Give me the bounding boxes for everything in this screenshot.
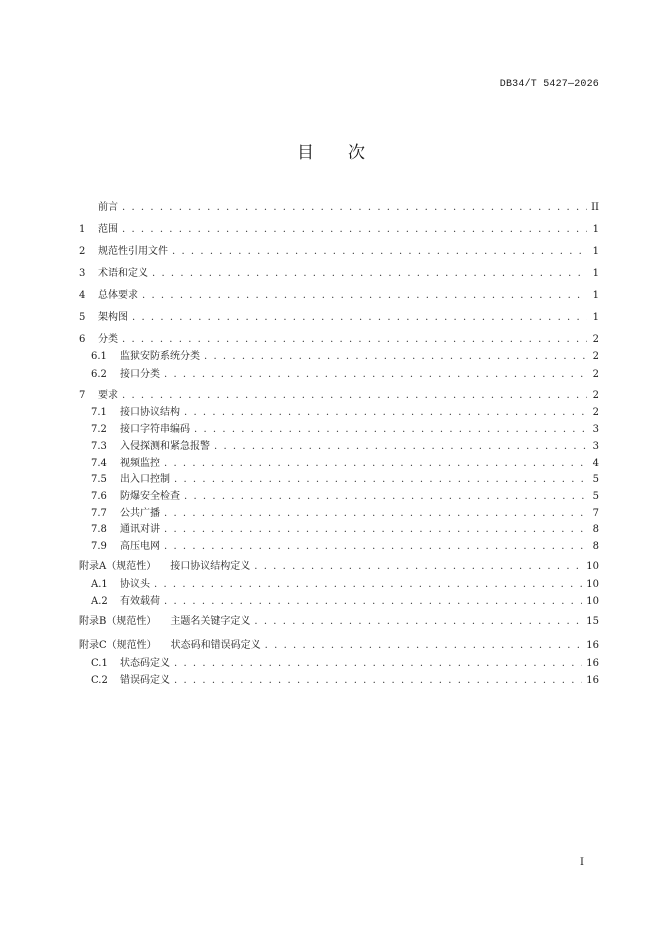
toc-entry-page: 2 bbox=[592, 369, 599, 380]
toc-entry-page: 16 bbox=[586, 658, 599, 669]
toc-entry-page: 2 bbox=[592, 407, 599, 418]
toc-entry-page: 8 bbox=[592, 541, 599, 552]
toc-entry-page: 2 bbox=[592, 390, 599, 401]
toc-entry-title: 状态码和错误码定义 bbox=[170, 640, 261, 651]
toc-entry-title: 接口字符串编码 bbox=[120, 424, 190, 435]
toc-entry-title: 主题名关键字定义 bbox=[170, 616, 251, 627]
toc-entry[interactable] bbox=[79, 577, 599, 593]
toc-entry[interactable] bbox=[79, 244, 599, 260]
toc-entry-number: 5 bbox=[79, 312, 86, 323]
document-code: DB34/T 5427—2026 bbox=[499, 79, 599, 90]
toc-entry-number: 7.6 bbox=[91, 491, 107, 502]
toc-entry-title: 架构图 bbox=[98, 312, 128, 323]
toc-dot-leader bbox=[164, 522, 587, 538]
toc-entry-number: 7.8 bbox=[91, 524, 107, 535]
toc-entry-title: 状态码定义 bbox=[120, 658, 170, 669]
toc-dot-leader bbox=[122, 200, 587, 216]
toc-dot-leader bbox=[122, 332, 587, 348]
toc-entry-number: 2 bbox=[79, 246, 86, 257]
toc-entry[interactable] bbox=[79, 222, 599, 238]
toc-entry-title: 高压电网 bbox=[120, 541, 160, 552]
toc-entry-number: 6.2 bbox=[91, 369, 107, 380]
toc-dot-leader bbox=[152, 266, 587, 282]
toc-entry-number: 7.2 bbox=[91, 424, 107, 435]
toc-entry-title: 范围 bbox=[98, 224, 118, 235]
toc-entry-page: II bbox=[591, 202, 599, 213]
toc-dot-leader bbox=[174, 472, 587, 488]
toc-entry-number: 3 bbox=[79, 268, 86, 279]
page-title bbox=[0, 138, 662, 163]
toc-entry-title: 前言 bbox=[98, 202, 118, 213]
toc-entry[interactable] bbox=[79, 332, 599, 348]
toc-dot-leader bbox=[184, 489, 587, 505]
toc-entry-page: 1 bbox=[592, 246, 599, 257]
toc-entry-number: 7.3 bbox=[91, 441, 107, 452]
toc-dot-leader bbox=[154, 577, 582, 593]
toc-entry-number: 1 bbox=[79, 224, 86, 235]
toc-dot-leader bbox=[265, 638, 583, 654]
toc-entry-number: 附录C（规范性） bbox=[79, 640, 157, 651]
page-title-left: 目 bbox=[297, 143, 314, 163]
toc-entry[interactable] bbox=[79, 439, 599, 455]
toc-entry[interactable] bbox=[79, 614, 599, 630]
toc-entry[interactable] bbox=[79, 288, 599, 304]
toc-entry-number: 7.1 bbox=[91, 407, 107, 418]
toc-dot-leader bbox=[174, 656, 582, 672]
toc-entry-page: 10 bbox=[586, 596, 599, 607]
toc-entry-title: 分类 bbox=[98, 334, 118, 345]
toc-entry-page: 1 bbox=[592, 312, 599, 323]
toc-dot-leader bbox=[122, 222, 587, 238]
toc-entry-page: 2 bbox=[592, 334, 599, 345]
toc-entry-title: 视频监控 bbox=[120, 458, 160, 469]
toc-entry[interactable] bbox=[79, 638, 599, 654]
toc-entry[interactable] bbox=[79, 673, 599, 689]
toc-dot-leader bbox=[164, 594, 582, 610]
toc-entry-title: 术语和定义 bbox=[98, 268, 148, 279]
toc-entry-title: 接口协议结构定义 bbox=[170, 561, 251, 572]
toc-entry[interactable] bbox=[79, 506, 599, 522]
toc-dot-leader bbox=[254, 614, 582, 630]
toc-entry-page: 8 bbox=[592, 524, 599, 535]
toc-dot-leader bbox=[164, 506, 587, 522]
toc-entry-page: 16 bbox=[586, 640, 599, 651]
toc-entry-page: 1 bbox=[592, 268, 599, 279]
toc-dot-leader bbox=[184, 405, 587, 421]
toc-entry-title: 要求 bbox=[98, 390, 118, 401]
toc-entry-number: A.2 bbox=[91, 596, 108, 607]
toc-entry-title: 通讯对讲 bbox=[120, 524, 160, 535]
toc-entry[interactable] bbox=[79, 388, 599, 404]
toc-dot-leader bbox=[174, 673, 582, 689]
toc-entry-page: 16 bbox=[586, 675, 599, 686]
toc-entry-number: 7.5 bbox=[91, 474, 107, 485]
toc-entry[interactable] bbox=[79, 405, 599, 421]
toc-entry-title: 错误码定义 bbox=[120, 675, 170, 686]
toc-entry[interactable] bbox=[79, 522, 599, 538]
toc-dot-leader bbox=[142, 288, 587, 304]
toc-dot-leader bbox=[132, 310, 587, 326]
toc-entry-page: 4 bbox=[592, 458, 599, 469]
toc-entry-number: 7 bbox=[79, 390, 86, 401]
toc-entry-page: 15 bbox=[586, 616, 599, 627]
toc-dot-leader bbox=[164, 456, 587, 472]
toc-entry-page: 7 bbox=[592, 508, 599, 519]
toc-entry-number: 6.1 bbox=[91, 351, 107, 362]
toc-entry-number: A.1 bbox=[91, 579, 108, 590]
toc-entry-number: C.1 bbox=[91, 658, 108, 669]
toc-entry[interactable] bbox=[79, 422, 599, 438]
toc-entry-page: 5 bbox=[592, 491, 599, 502]
toc-dot-leader bbox=[194, 422, 587, 438]
toc-dot-leader bbox=[204, 349, 587, 365]
toc-dot-leader bbox=[164, 539, 587, 555]
toc-entry-number: 4 bbox=[79, 290, 86, 301]
toc-entry-title: 接口分类 bbox=[120, 369, 160, 380]
toc-entry-page: 10 bbox=[586, 579, 599, 590]
toc-dot-leader bbox=[122, 388, 587, 404]
toc-entry[interactable] bbox=[79, 200, 599, 216]
toc-entry-title: 接口协议结构 bbox=[120, 407, 180, 418]
toc-entry-page: 3 bbox=[592, 441, 599, 452]
toc-entry-number: 7.9 bbox=[91, 541, 107, 552]
toc-entry-number: 6 bbox=[79, 334, 86, 345]
toc-entry-title: 监狱安防系统分类 bbox=[120, 351, 200, 362]
page-title-right: 次 bbox=[348, 143, 365, 163]
toc-entry-number: 附录B（规范性） bbox=[79, 616, 157, 627]
toc-dot-leader bbox=[164, 367, 587, 383]
toc-entry[interactable] bbox=[79, 489, 599, 505]
toc-dot-leader bbox=[254, 559, 582, 575]
toc-entry-title: 公共广播 bbox=[120, 508, 160, 519]
toc-dot-leader bbox=[172, 244, 587, 260]
toc-dot-leader bbox=[214, 439, 587, 455]
toc-entry[interactable] bbox=[79, 594, 599, 610]
toc-entry[interactable] bbox=[79, 656, 599, 672]
toc-entry-title: 出入口控制 bbox=[120, 474, 170, 485]
toc-entry-number: C.2 bbox=[91, 675, 108, 686]
toc-entry-page: 2 bbox=[592, 351, 599, 362]
toc-entry-title: 有效载荷 bbox=[120, 596, 160, 607]
toc-entry-number: 7.7 bbox=[91, 508, 107, 519]
toc-entry-title: 防爆安全检查 bbox=[120, 491, 180, 502]
toc-entry-page: 1 bbox=[592, 224, 599, 235]
toc-entry-title: 协议头 bbox=[120, 579, 150, 590]
toc-entry[interactable] bbox=[79, 539, 599, 555]
toc-entry[interactable] bbox=[79, 310, 599, 326]
toc-entry[interactable] bbox=[79, 456, 599, 472]
toc-entry[interactable] bbox=[79, 349, 599, 365]
toc-entry-title: 总体要求 bbox=[98, 290, 138, 301]
toc-entry[interactable] bbox=[79, 367, 599, 383]
toc-entry-title: 规范性引用文件 bbox=[98, 246, 168, 257]
toc-entry[interactable] bbox=[79, 472, 599, 488]
toc-entry-number: 7.4 bbox=[91, 458, 107, 469]
toc-entry-number: 附录A（规范性） bbox=[79, 561, 157, 572]
toc-entry[interactable] bbox=[79, 266, 599, 282]
toc-entry-page: 1 bbox=[592, 290, 599, 301]
footer-page-number: I bbox=[580, 857, 584, 868]
toc-entry-title: 入侵探测和紧急报警 bbox=[120, 441, 210, 452]
toc-entry-page: 3 bbox=[592, 424, 599, 435]
toc-entry-page: 10 bbox=[586, 561, 599, 572]
toc-entry[interactable] bbox=[79, 559, 599, 575]
toc-entry-page: 5 bbox=[592, 474, 599, 485]
